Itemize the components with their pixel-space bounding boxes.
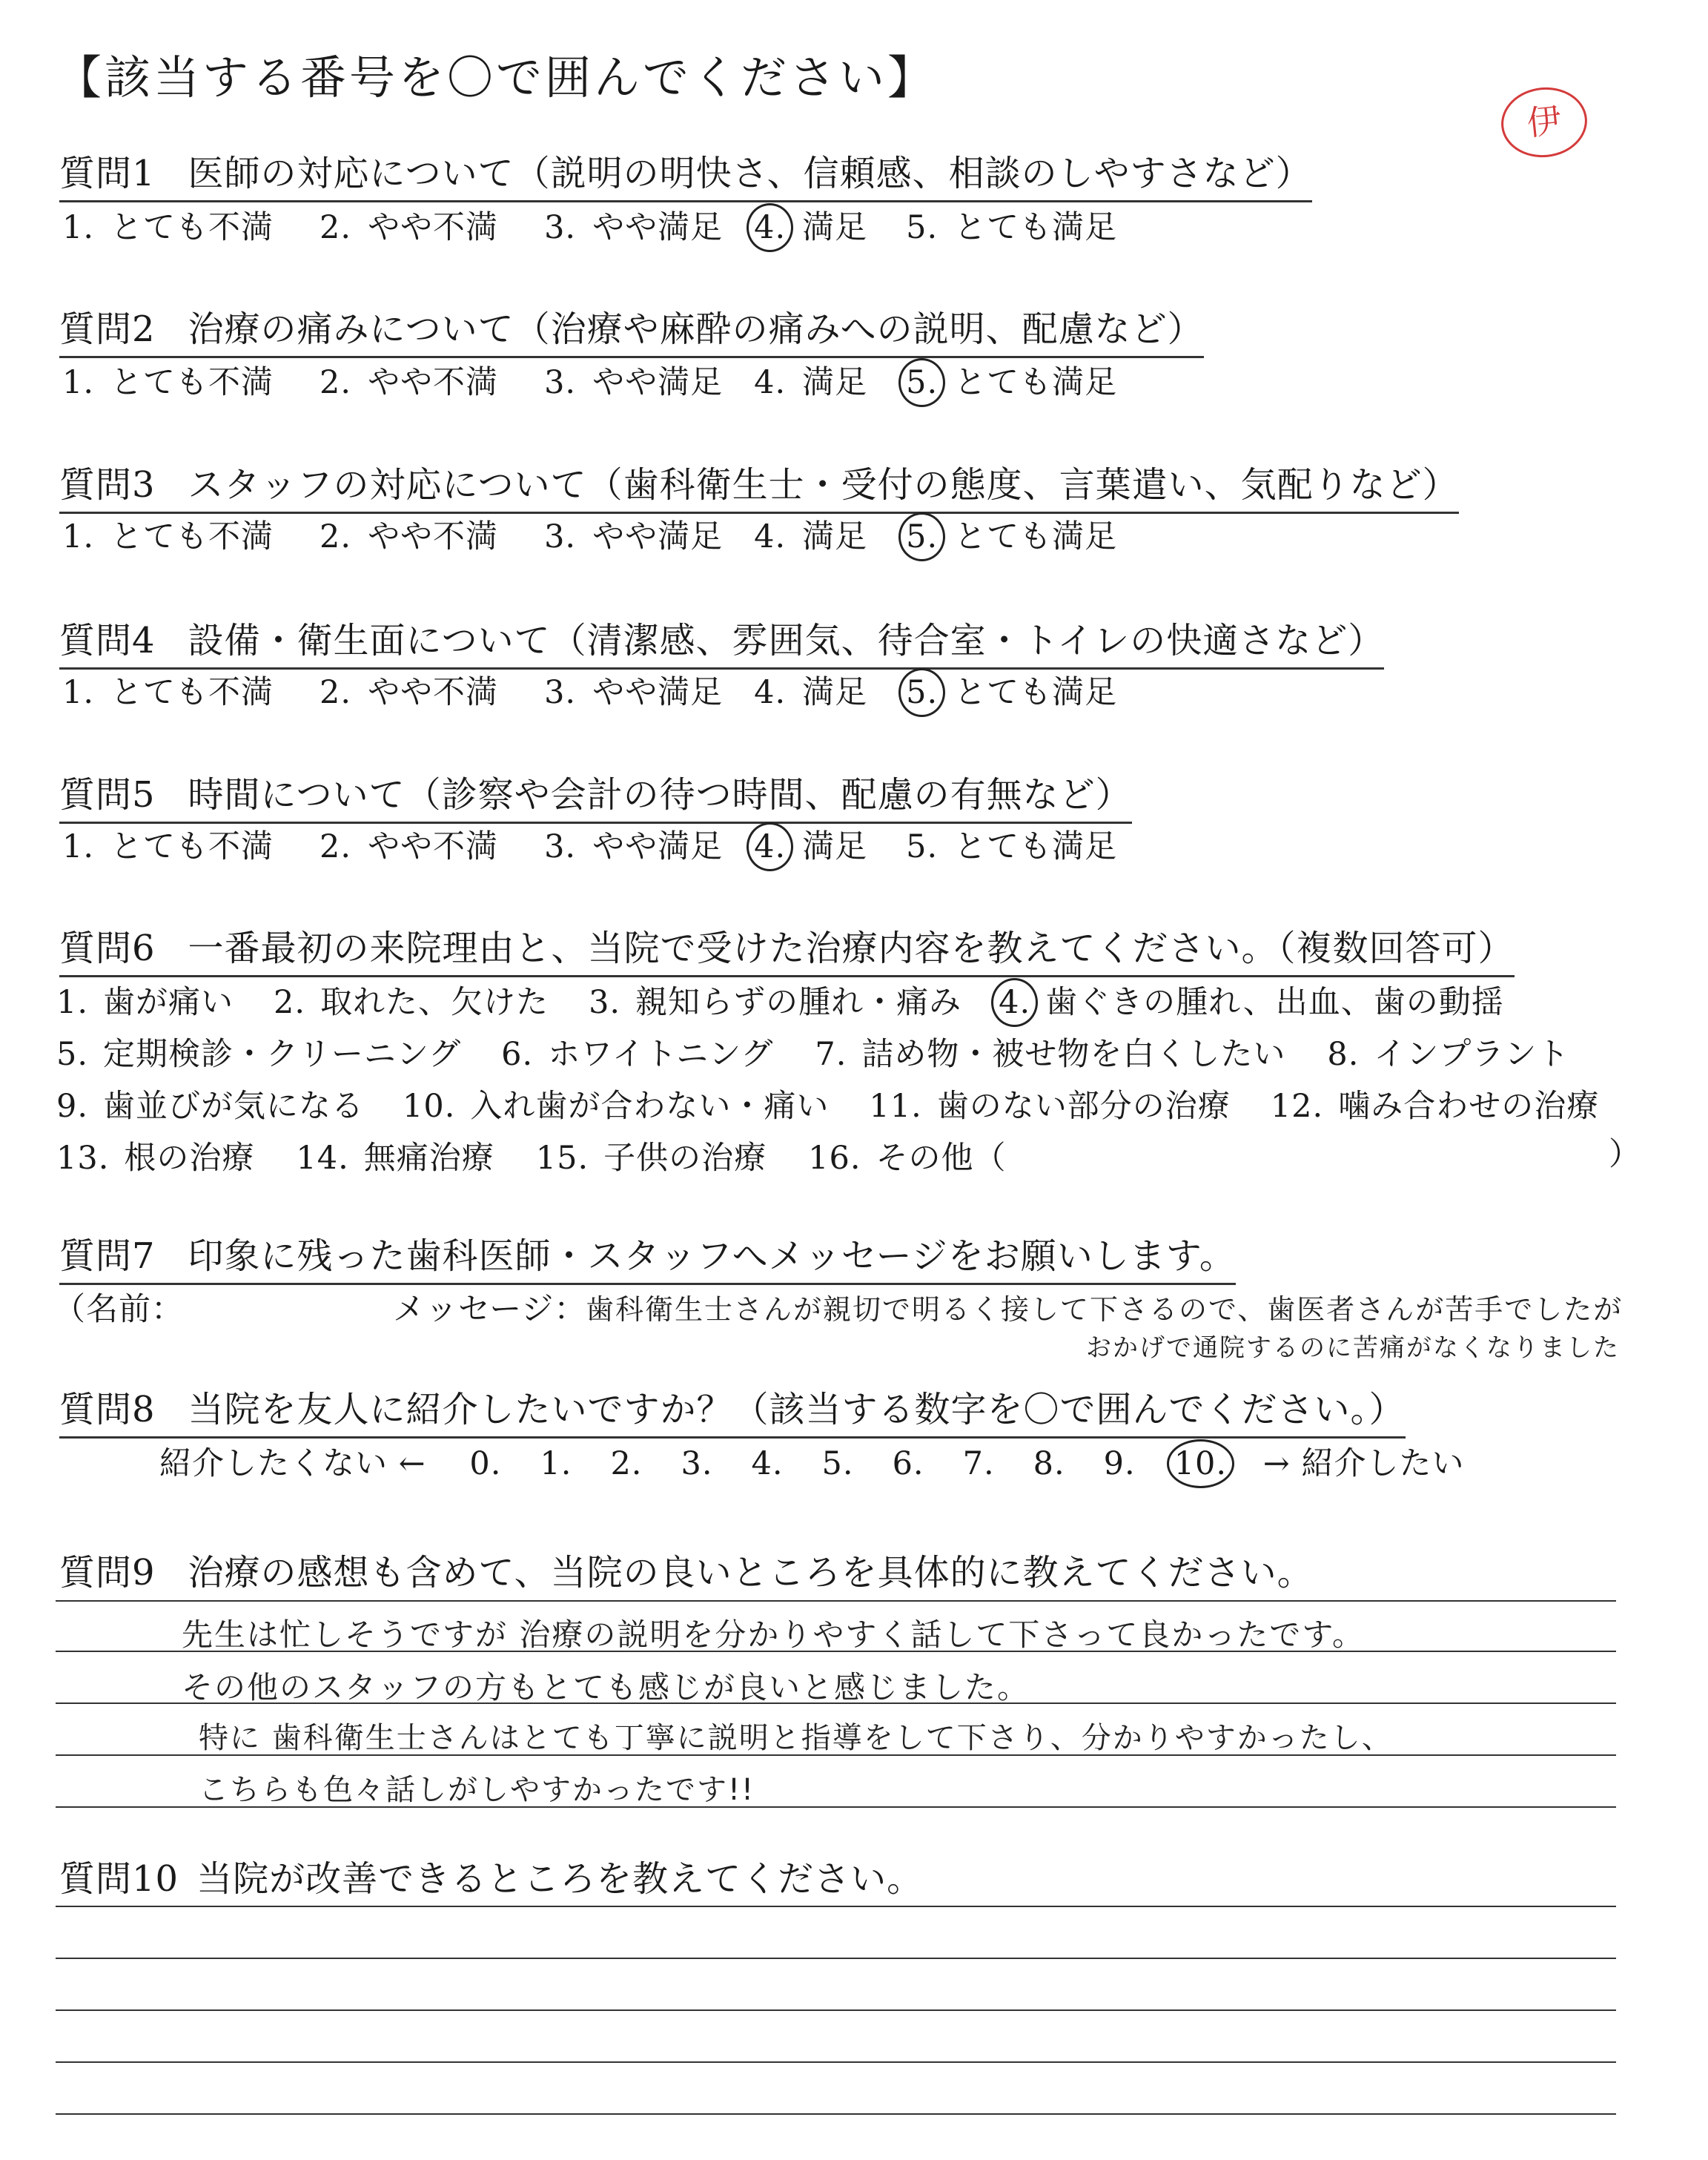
q2-option-2[interactable]: [317, 357, 498, 403]
option-label: 歯ぐきの腫れ、出血、歯の動揺: [1045, 984, 1504, 1021]
q6-option-8[interactable]: [1324, 1029, 1569, 1074]
q3-option-4[interactable]: [751, 512, 867, 557]
option-number: 12.: [1270, 1088, 1324, 1125]
option-label: 入れ歯が合わない・痛い: [470, 1088, 830, 1125]
message-label: メッセージ：: [393, 1291, 587, 1328]
q6-option-14[interactable]: [293, 1133, 494, 1178]
option-number: 5.: [56, 1036, 89, 1073]
answer-line: [56, 1600, 1616, 1602]
question-6-number: 質問6: [59, 928, 156, 969]
question-6-other-close: ）: [1609, 1136, 1641, 1173]
option-label: 詰め物・被せ物を白くしたい: [861, 1036, 1286, 1073]
q6-option-7[interactable]: [812, 1029, 1285, 1074]
option-number: 2.: [320, 209, 352, 246]
q6-option-10[interactable]: [400, 1081, 829, 1126]
q6-option-1[interactable]: [53, 977, 234, 1023]
option-label: とても満足: [954, 828, 1118, 865]
option-label: インプラント: [1374, 1036, 1570, 1073]
q2-option-5-selected[interactable]: [903, 357, 1117, 403]
option-number: 7.: [815, 1036, 847, 1073]
question-5-options: [59, 822, 1117, 867]
question-4-number: 質問4: [59, 620, 156, 661]
scale-value-9[interactable]: [1101, 1445, 1139, 1482]
option-number: 11.: [869, 1088, 922, 1125]
option-number: 4.: [996, 984, 1033, 1021]
q9-handwritten-line-4: こちらも色々話しがしやすかったです!!: [199, 1773, 755, 1807]
option-number: 15.: [535, 1140, 589, 1177]
option-label: やや不満: [368, 674, 499, 711]
option-number: 5.: [906, 828, 939, 865]
option-number: 3.: [544, 364, 577, 401]
scale-value-0[interactable]: [466, 1445, 504, 1482]
question-4-heading: [59, 612, 1384, 670]
scale-values: [437, 1445, 1252, 1482]
q6-option-15[interactable]: [533, 1133, 767, 1178]
option-number: 5.: [903, 674, 941, 711]
option-label: 子供の治療: [603, 1140, 767, 1177]
option-label: 満足: [802, 828, 868, 865]
q6-option-3[interactable]: [586, 977, 961, 1023]
option-number: 13.: [56, 1140, 110, 1177]
option-label: やや満足: [592, 828, 724, 865]
inspector-stamp: 伊: [1497, 83, 1590, 162]
option-label: 満足: [802, 518, 868, 555]
question-1-options: [59, 202, 1117, 248]
question-8-text: 当院を友人に紹介したいですか？（該当する数字を〇で囲んでください。）: [188, 1389, 1406, 1430]
scale-value-1[interactable]: [537, 1445, 575, 1482]
q2-option-1[interactable]: [59, 357, 274, 403]
option-label: 歯並びが気になる: [103, 1088, 365, 1125]
option-number: 5.: [906, 209, 939, 246]
scale-number: 5.: [821, 1445, 854, 1482]
q4-option-1[interactable]: [59, 667, 274, 713]
question-2-heading: [59, 300, 1204, 358]
question-1-text: 医師の対応について（説明の明快さ、信頼感、相談のしやすさなど）: [188, 153, 1312, 194]
q3-option-5-selected[interactable]: [903, 512, 1117, 557]
question-6-heading: [59, 919, 1515, 977]
name-label: （名前：: [53, 1291, 184, 1328]
option-label: 歯が痛い: [103, 984, 234, 1021]
option-number: 3.: [544, 674, 577, 711]
question-2-options: [59, 357, 1117, 403]
question-9-number: 質問9: [59, 1552, 156, 1593]
question-10-text: 当院が改善できるところを教えてください。: [196, 1858, 924, 1900]
scale-number: 2.: [610, 1445, 643, 1482]
option-number: 5.: [903, 364, 941, 401]
question-7-text: 印象に残った歯科医師・スタッフへメッセージをお願いします。: [188, 1235, 1236, 1277]
answer-line: [56, 1958, 1616, 1959]
option-number: 9.: [56, 1088, 89, 1125]
option-label: 満足: [802, 674, 868, 711]
question-3-number: 質問3: [59, 464, 156, 506]
scale-number: 6.: [892, 1445, 924, 1482]
option-label: とても満足: [954, 674, 1118, 711]
option-label: 満足: [802, 209, 868, 246]
option-number: 4.: [754, 518, 787, 555]
question-2-text: 治療の痛みについて（治療や麻酔の痛みへの説明、配慮など）: [188, 308, 1204, 350]
q6-option-12[interactable]: [1268, 1081, 1599, 1126]
form-instruction-title: 【該当する番号を〇で囲んでください】: [56, 50, 937, 105]
option-label: 親知らずの腫れ・痛み: [635, 984, 962, 1021]
option-number: 1.: [62, 518, 95, 555]
option-label: やや不満: [368, 518, 499, 555]
q9-handwritten-line-2: その他のスタッフの方もとても感じが良いと感じました。: [182, 1669, 1030, 1705]
option-number: 16.: [808, 1140, 861, 1177]
option-label: とても満足: [954, 209, 1118, 246]
q4-option-2[interactable]: [317, 667, 498, 713]
option-label: やや満足: [592, 674, 724, 711]
message-handwritten-line-2: おかげで通院するのに苦痛がなくなりました: [1086, 1333, 1620, 1363]
question-7-number: 質問7: [59, 1235, 156, 1277]
option-number: 4.: [754, 674, 787, 711]
option-number: 2.: [320, 518, 352, 555]
option-number: 1.: [62, 364, 95, 401]
question-5-number: 質問5: [59, 774, 156, 816]
option-number: 8.: [1327, 1036, 1360, 1073]
option-label: やや不満: [368, 209, 499, 246]
q3-option-3[interactable]: [541, 512, 723, 557]
scale-value-7[interactable]: [960, 1445, 998, 1482]
question-3-text: スタッフの対応について（歯科衛生士・受付の態度、言葉遣い、気配りなど）: [188, 464, 1459, 506]
question-6-row: [53, 1133, 1007, 1178]
q9-handwritten-line-3: 特に 歯科衛生士さんはとても丁寧に説明と指導をして下さり、分かりやすかったし、: [199, 1721, 1393, 1755]
scale-number: 8.: [1033, 1445, 1065, 1482]
option-number: 4.: [751, 828, 789, 865]
option-label: とても不満: [110, 209, 274, 246]
question-4-options: [59, 667, 1117, 713]
option-number: 1.: [62, 828, 95, 865]
question-6-row: [53, 1029, 1569, 1074]
q1-option-5[interactable]: [903, 202, 1117, 248]
question-10-heading: [59, 1850, 923, 1901]
question-8-number: 質問8: [59, 1389, 156, 1430]
q5-option-5[interactable]: [903, 822, 1117, 867]
option-number: 1.: [62, 674, 95, 711]
message-handwritten-line-1: 歯科衛生士さんが親切で明るく接して下さるので、歯医者さんが苦手でしたが: [586, 1293, 1623, 1326]
q2-option-4[interactable]: [751, 357, 867, 403]
scale-number: 4.: [751, 1445, 784, 1482]
option-label: 定期検診・クリーニング: [103, 1036, 462, 1073]
q2-option-3[interactable]: [541, 357, 723, 403]
option-label: やや満足: [592, 209, 724, 246]
question-4-text: 設備・衛生面について（清潔感、雰囲気、待合室・トイレの快適さなど）: [188, 620, 1385, 661]
option-number: 2.: [274, 984, 306, 1021]
scale-number: 7.: [962, 1445, 995, 1482]
question-6-text: 一番最初の来院理由と、当院で受けた治療内容を教えてください。（複数回答可）: [188, 928, 1515, 969]
question-2-number: 質問2: [59, 308, 156, 350]
scale-value-8[interactable]: [1030, 1445, 1068, 1482]
scale-number: 1.: [540, 1445, 572, 1482]
question-9-heading: [59, 1544, 1314, 1595]
option-label: とても不満: [110, 828, 274, 865]
q1-option-2[interactable]: [317, 202, 498, 248]
q4-option-4[interactable]: [751, 667, 867, 713]
q5-option-1[interactable]: [59, 822, 274, 867]
option-number: 3.: [544, 828, 577, 865]
q1-option-1[interactable]: [59, 202, 274, 248]
q6-option-5[interactable]: [53, 1029, 461, 1074]
question-1-heading: [59, 145, 1312, 202]
scale-left-label: 紹介したくない ←: [159, 1445, 426, 1482]
option-label: 無痛治療: [363, 1140, 494, 1177]
q1-option-3[interactable]: [541, 202, 723, 248]
scale-number: 10.: [1171, 1445, 1230, 1482]
option-label: ホワイトニング: [548, 1036, 774, 1073]
option-label: とても満足: [954, 518, 1118, 555]
option-number: 2.: [320, 364, 352, 401]
recommend-scale: [159, 1439, 1464, 1484]
q6-option-13[interactable]: [53, 1133, 254, 1178]
q6-option-16[interactable]: [805, 1133, 1006, 1178]
q4-option-3[interactable]: [541, 667, 723, 713]
option-label: やや満足: [592, 364, 724, 401]
scale-right-label: → 紹介したい: [1262, 1445, 1465, 1482]
question-5-text: 時間について（診察や会計の待つ時間、配慮の有無など）: [188, 774, 1132, 816]
option-number: 2.: [320, 828, 352, 865]
scale-value-6[interactable]: [890, 1445, 927, 1482]
answer-line: [56, 2009, 1616, 2011]
option-number: 3.: [589, 984, 621, 1021]
q6-option-9[interactable]: [53, 1081, 364, 1126]
q3-option-2[interactable]: [317, 512, 498, 557]
scale-value-4[interactable]: [749, 1445, 787, 1482]
option-label: 噛み合わせの治療: [1338, 1088, 1600, 1125]
q6-option-2[interactable]: [271, 977, 549, 1023]
answer-line: [56, 2061, 1616, 2063]
option-number: 10.: [403, 1088, 456, 1125]
question-6-row: [53, 1081, 1599, 1126]
scale-number: 0.: [469, 1445, 502, 1482]
option-number: 14.: [296, 1140, 349, 1177]
q9-handwritten-line-1: 先生は忙しそうですが 治療の説明を分かりやすく話して下さって良かったです。: [182, 1616, 1365, 1653]
option-label: やや不満: [368, 364, 499, 401]
option-number: 4.: [754, 364, 787, 401]
question-9-text: 治療の感想も含めて、当院の良いところを具体的に教えてください。: [188, 1552, 1314, 1593]
option-label: 満足: [802, 364, 868, 401]
option-number: 5.: [903, 518, 941, 555]
option-number: 4.: [751, 209, 789, 246]
scale-value-2[interactable]: [607, 1445, 645, 1482]
q6-option-4-selected[interactable]: [996, 977, 1504, 1023]
scale-value-5[interactable]: [819, 1445, 857, 1482]
option-label: その他（: [875, 1140, 1007, 1177]
option-label: とても不満: [110, 364, 274, 401]
question-10-number: 質問10: [59, 1858, 179, 1900]
q6-option-11[interactable]: [866, 1081, 1230, 1126]
option-label: とても満足: [954, 364, 1118, 401]
question-1-number: 質問1: [59, 153, 156, 194]
option-label: 歯のない部分の治療: [936, 1088, 1231, 1125]
scale-number: 3.: [681, 1445, 713, 1482]
question-6-row: [53, 977, 1504, 1023]
answer-line: [56, 1906, 1616, 1907]
scale-value-10-selected[interactable]: [1171, 1445, 1230, 1482]
option-label: やや満足: [592, 518, 724, 555]
q5-option-2[interactable]: [317, 822, 498, 867]
scale-number: 9.: [1103, 1445, 1136, 1482]
option-number: 1.: [56, 984, 89, 1021]
option-label: 根の治療: [124, 1140, 255, 1177]
option-number: 3.: [544, 209, 577, 246]
q1-option-4-selected[interactable]: [751, 202, 867, 248]
question-7-heading: [59, 1227, 1236, 1285]
q5-option-4-selected[interactable]: [751, 822, 867, 867]
option-label: とても不満: [110, 518, 274, 555]
answer-line: [56, 2113, 1616, 2115]
q6-option-6[interactable]: [498, 1029, 773, 1074]
option-number: 6.: [501, 1036, 534, 1073]
option-label: とても不満: [110, 674, 274, 711]
q4-option-5-selected[interactable]: [903, 667, 1117, 713]
q5-option-3[interactable]: [541, 822, 723, 867]
option-label: やや不満: [368, 828, 499, 865]
scale-value-3[interactable]: [678, 1445, 715, 1482]
option-number: 2.: [320, 674, 352, 711]
question-3-heading: [59, 456, 1459, 514]
q3-option-1[interactable]: [59, 512, 274, 557]
question-3-options: [59, 512, 1117, 557]
option-number: 3.: [544, 518, 577, 555]
question-5-heading: [59, 766, 1132, 824]
question-8-heading: [59, 1381, 1406, 1439]
option-number: 1.: [62, 209, 95, 246]
option-label: 取れた、欠けた: [320, 984, 549, 1021]
